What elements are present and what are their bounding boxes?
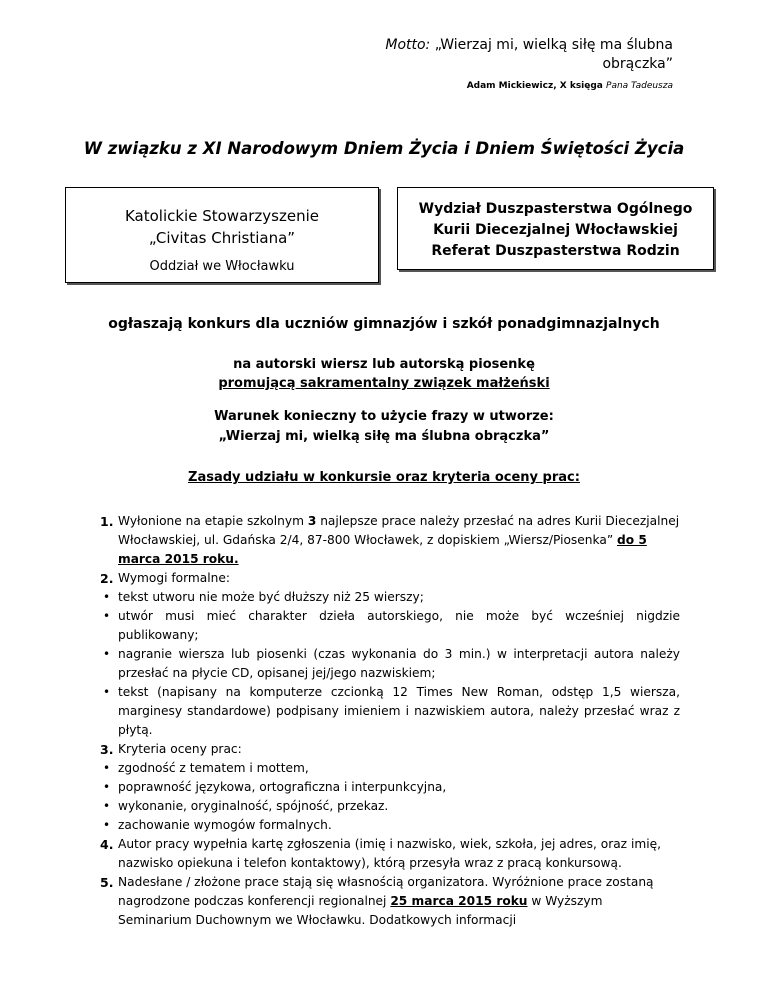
announcement: ogłaszają konkurs dla uczniów gimnazjów i szkół ponadgimnazjalnych bbox=[108, 316, 660, 332]
organizer-right-line3: Referat Duszpasterstwa Rodzin bbox=[431, 243, 680, 259]
rules-list bbox=[100, 512, 680, 930]
bullet-text: tekst (napisany na komputerze czcionką 12 Times New Roman, odstęp 1,5 wiersza, marginesy standardowe) podpisany imieniem i nazwiskiem autora, należy przesłać wraz z płytą. bbox=[118, 685, 680, 737]
rule-text: Nadesłane / złożone prace stają się własnością organizatora. Wyróżnione prace zostaną nagrodzone podczas konferencji regionalnej bbox=[118, 875, 654, 908]
bullet-text: poprawność językowa, ortograficzna i interpunkcyjna, bbox=[118, 780, 447, 794]
rule-deadline: do 5 marca 2015 roku. bbox=[118, 533, 647, 566]
organizer-left-line1: Katolickie Stowarzyszenie bbox=[124, 207, 320, 225]
rule-item-5 bbox=[100, 873, 680, 930]
list-item bbox=[100, 607, 680, 645]
motto-work: Pana Tadeusza bbox=[606, 81, 673, 91]
bullet-icon: • bbox=[103, 818, 111, 832]
organizer-left-branch: Oddział we Włocławku bbox=[149, 259, 295, 274]
bullet-icon: • bbox=[103, 590, 111, 604]
rule-text: Wymogi formalne: bbox=[118, 571, 230, 585]
bullet-icon: • bbox=[103, 799, 111, 813]
rule-item-3 bbox=[100, 740, 680, 759]
list-item bbox=[100, 645, 680, 683]
theme-line2: promującą sakramentalny związek małżeński bbox=[218, 376, 550, 391]
rule-text: najlepsze prace należy przesłać na adres Kurii Diecezjalnej Włocławskiej, ul. Gdańska 2/4, 87-800 Włocławek, z dopiskiem „Wiersz/Piosenka” bbox=[118, 514, 680, 547]
rule-count: 3 bbox=[307, 514, 317, 528]
rule-text: Wyłonione na etapie szkolnym bbox=[118, 514, 308, 528]
organizer-left-box bbox=[65, 187, 379, 283]
theme-line1: na autorski wiersz lub autorską piosenkę bbox=[233, 357, 535, 372]
motto-source bbox=[467, 81, 673, 91]
rule-text: Autor pracy wypełnia kartę zgłoszenia (imię i nazwisko, wiek, szkoła, jej adres, oraz imię, nazwisko opiekuna i telefon kontaktowy), którą przesyła wraz z pracą konkursową. bbox=[118, 837, 661, 870]
motto-text: „Wierzaj mi, wielką siłę ma ślubna obrączka” bbox=[434, 37, 673, 72]
bullet-text: zgodność z tematem i mottem, bbox=[118, 761, 309, 775]
bullet-text: nagranie wiersza lub piosenki (czas wykonania do 3 min.) w interpretacji autora należy przesłać na płycie CD, opisanej jej/jego nazwiskiem; bbox=[118, 647, 680, 680]
rule-text: Kryteria oceny prac: bbox=[118, 742, 242, 756]
list-item bbox=[100, 588, 680, 607]
bullet-text: wykonanie, oryginalność, spójność, przekaz. bbox=[118, 799, 389, 813]
rule-item-1 bbox=[100, 512, 680, 569]
rule-text: w Wyższym Seminarium Duchownym we Włocławku. Dodatkowych informacji bbox=[118, 894, 603, 927]
rules-heading: Zasady udziału w konkursie oraz kryteria oceny prac: bbox=[188, 470, 580, 485]
bullet-icon: • bbox=[103, 780, 111, 794]
condition-line1: Warunek konieczny to użycie frazy w utworze: bbox=[214, 409, 554, 424]
bullet-text: zachowanie wymogów formalnych. bbox=[118, 818, 332, 832]
bullet-text: tekst utworu nie może być dłuższy niż 25 wierszy; bbox=[118, 590, 424, 604]
bullet-icon: • bbox=[103, 761, 111, 775]
rule-number: 5. bbox=[100, 875, 114, 890]
motto-label: Motto: bbox=[385, 37, 431, 53]
motto-author: Adam Mickiewicz, X księga bbox=[466, 81, 603, 91]
list-item bbox=[100, 778, 680, 797]
rule-number: 3. bbox=[100, 742, 114, 757]
organizer-right-box bbox=[397, 187, 714, 270]
condition-line2: „Wierzaj mi, wielką siłę ma ślubna obrączka” bbox=[218, 429, 550, 444]
organizer-right-line1: Wydział Duszpasterstwa Ogólnego bbox=[418, 201, 693, 217]
bullet-icon: • bbox=[103, 647, 111, 661]
list-item bbox=[100, 759, 680, 778]
organizer-left-name bbox=[66, 205, 378, 249]
motto bbox=[373, 36, 673, 74]
bullet-icon: • bbox=[103, 685, 111, 699]
organizer-right-line2: Kurii Diecezjalnej Włocławskiej bbox=[433, 222, 678, 238]
organizer-right-name bbox=[398, 199, 713, 262]
bullet-icon: • bbox=[103, 609, 111, 623]
list-item bbox=[100, 797, 680, 816]
headline: W związku z XI Narodowym Dniem Życia i Dniem Świętości Życia bbox=[83, 139, 685, 158]
list-item bbox=[100, 683, 680, 740]
rule-item-4 bbox=[100, 835, 680, 873]
list-item bbox=[100, 816, 680, 835]
rule-number: 2. bbox=[100, 571, 114, 586]
organizer-left-line2: „Civitas Christiana” bbox=[148, 229, 296, 247]
rule-number: 4. bbox=[100, 837, 114, 852]
rule-number: 1. bbox=[100, 514, 114, 529]
bullet-text: utwór musi mieć charakter dzieła autorskiego, nie może być wcześniej nigdzie publikowany; bbox=[118, 609, 680, 642]
rule-date: 25 marca 2015 roku bbox=[390, 894, 528, 908]
rule-item-2 bbox=[100, 569, 680, 588]
